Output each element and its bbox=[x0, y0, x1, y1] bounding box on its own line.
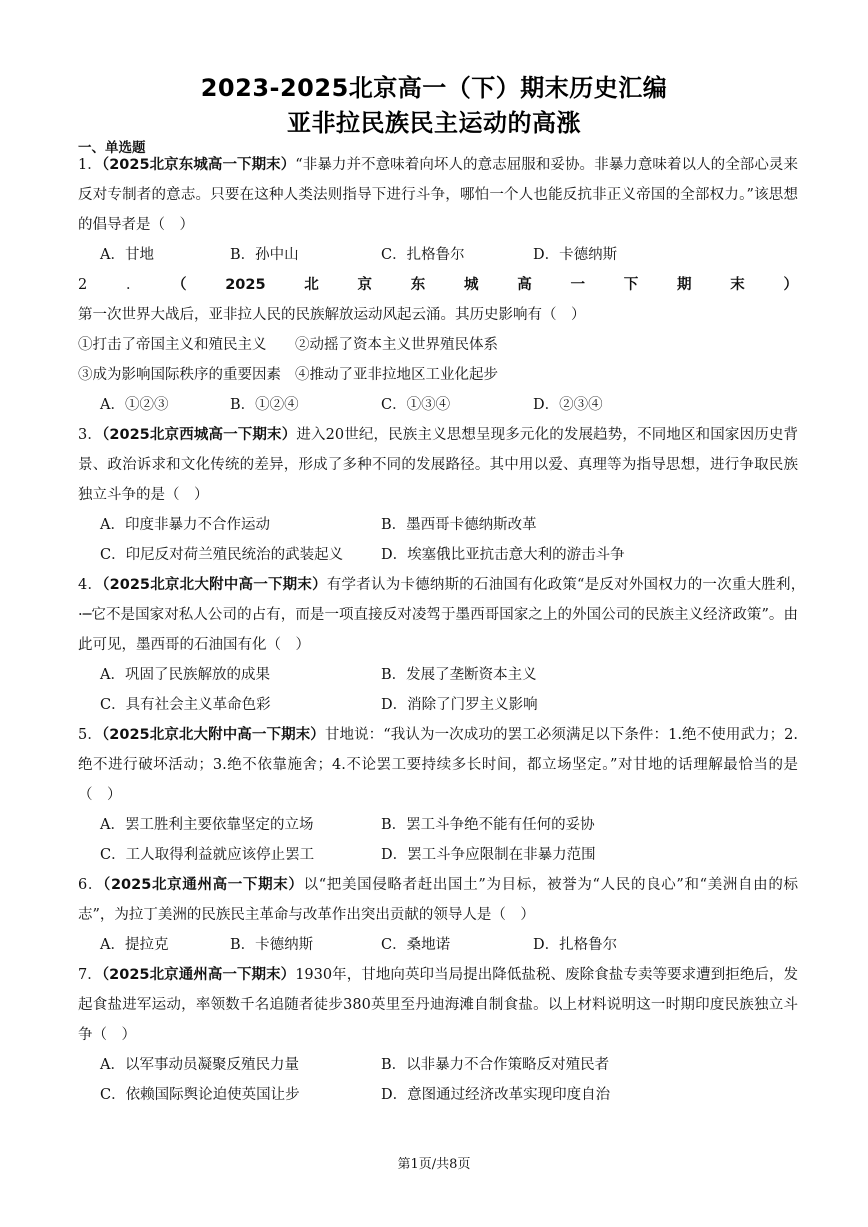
question-1 bbox=[78, 150, 798, 270]
question-2 bbox=[78, 270, 798, 420]
statement-2: ②动摇了资本主义世界殖民体系 bbox=[295, 337, 498, 353]
answer-options-row bbox=[78, 510, 798, 540]
page-number-footer: 第1页/共8页 bbox=[397, 1157, 471, 1172]
option-a[interactable]: A．①②③ bbox=[100, 397, 169, 413]
option-d[interactable]: D．消除了门罗主义影响 bbox=[381, 697, 538, 713]
document-subtitle: 亚非拉民族民主运动的高涨 bbox=[287, 109, 581, 137]
question-source: （2025北京西城高一下期末） bbox=[102, 427, 297, 443]
answer-options-row bbox=[78, 540, 798, 570]
answer-options-row bbox=[78, 660, 798, 690]
option-a[interactable]: A．甘地 bbox=[100, 247, 154, 263]
option-a[interactable]: A．以军事动员凝聚反殖民力量 bbox=[100, 1057, 299, 1073]
question-source: （2025北京东城高一下期末） bbox=[179, 277, 798, 293]
option-c[interactable]: C．工人取得利益就应该停止罢工 bbox=[100, 847, 315, 863]
question-4 bbox=[78, 570, 798, 720]
answer-options bbox=[78, 930, 798, 960]
question-stem: 6．（2025北京通州高一下期末）以“把美国侵略者赶出国土”为目标，被誉为“人民的良心”和“美洲自由的标志”，为拉丁美洲的民族民主革命与改革作出突出贡献的领导人是（ ） bbox=[78, 877, 799, 923]
question-stem: 2．（2025北京东城高一下期末）第一次世界大战后，亚非拉人民的民族解放运动风起云涌。其历史影响有（ ） bbox=[78, 277, 798, 323]
answer-options bbox=[78, 390, 798, 420]
question-source: （2025北京通州高一下期末） bbox=[101, 967, 296, 983]
statement-3: ③成为影响国际秩序的重要因素 bbox=[78, 367, 281, 383]
option-c[interactable]: C．扎格鲁尔 bbox=[381, 247, 465, 263]
answer-options-row bbox=[78, 1080, 798, 1110]
option-c[interactable]: C．①③④ bbox=[381, 397, 451, 413]
question-7 bbox=[78, 960, 798, 1110]
option-a[interactable]: A．印度非暴力不合作运动 bbox=[100, 517, 270, 533]
option-d[interactable]: D．卡德纳斯 bbox=[533, 247, 618, 263]
option-b[interactable]: B．卡德纳斯 bbox=[230, 937, 314, 953]
option-b[interactable]: B．发展了垄断资本主义 bbox=[381, 667, 537, 683]
option-a[interactable]: A．提拉克 bbox=[100, 937, 169, 953]
option-b[interactable]: B．墨西哥卡德纳斯改革 bbox=[381, 517, 537, 533]
option-d[interactable]: D．埃塞俄比亚抗击意大利的游击斗争 bbox=[381, 547, 625, 563]
section-heading: 一、单选题 bbox=[78, 140, 146, 156]
question-stem: 5．（2025北京北大附中高一下期末）甘地说：“我认为一次成功的罢工必须满足以下条件：1.绝不使用武力；2.绝不进行破坏活动；3.绝不依靠施舍；4.不论罢工要持续多长时间，都立场坚定。”对甘地的话理解最恰当的是（ ） bbox=[78, 727, 798, 803]
question-stem: 4．（2025北京北大附中高一下期末）有学者认为卡德纳斯的石油国有化政策“是反对外国权力的一次重大胜利，·─它不是国家对私人公司的占有，而是一项直接反对凌驾于墨西哥国家之上的外国公司的民族主义经济政策”。由此可见，墨西哥的石油国有化（ ） bbox=[78, 577, 798, 653]
question-stem: 7．（2025北京通州高一下期末）1930年，甘地向英印当局提出降低盐税、废除食盐专卖等要求遭到拒绝后，发起食盐进军运动，率领数千名追随者徒步380英里至丹迪海滩自制食盐。以上材料说明这一时期印度民族独立斗争（ ） bbox=[78, 967, 798, 1043]
answer-options bbox=[78, 240, 798, 270]
question-source: （2025北京北大附中高一下期末） bbox=[102, 577, 327, 593]
option-c[interactable]: C．桑地诺 bbox=[381, 937, 451, 953]
question-source: （2025北京东城高一下期末） bbox=[101, 157, 296, 173]
answer-options-row bbox=[78, 810, 798, 840]
option-b[interactable]: B．以非暴力不合作策略反对殖民者 bbox=[381, 1057, 610, 1073]
question-source: （2025北京通州高一下期末） bbox=[103, 877, 304, 893]
question-6 bbox=[78, 870, 798, 960]
question-stem: 3．（2025北京西城高一下期末）进入20世纪，民族主义思想呈现多元化的发展趋势，不同地区和国家因历史背景、政治诉求和文化传统的差异，形成了多种不同的发展路径。其中用以爱、真理等为指导思想，进行争取民族独立斗争的是（ ） bbox=[78, 427, 798, 503]
option-d[interactable]: D．意图通过经济改革实现印度自治 bbox=[381, 1087, 611, 1103]
option-b[interactable]: B．罢工斗争绝不能有任何的妥协 bbox=[381, 817, 595, 833]
option-c[interactable]: C．印尼反对荷兰殖民统治的武装起义 bbox=[100, 547, 344, 563]
option-c[interactable]: C．具有社会主义革命色彩 bbox=[100, 697, 271, 713]
answer-options-row bbox=[78, 690, 798, 720]
question-3 bbox=[78, 420, 798, 570]
question-stem: 1．（2025北京东城高一下期末）“非暴力并不意味着向坏人的意志屈服和妥协。非暴力意味着以人的全部心灵来反对专制者的意志。只要在这种人类法则指导下进行斗争，哪怕一个人也能反抗非正义帝国的全部权力。”该思想的倡导者是（ ） bbox=[78, 157, 798, 233]
answer-options-row bbox=[78, 1050, 798, 1080]
statement-4: ④推动了亚非拉地区工业化起步 bbox=[295, 367, 498, 383]
question-source: （2025北京北大附中高一下期末） bbox=[101, 727, 325, 743]
option-d[interactable]: D．罢工斗争应限制在非暴力范围 bbox=[381, 847, 596, 863]
question-list bbox=[78, 150, 798, 1110]
option-c[interactable]: C．依赖国际舆论迫使英国让步 bbox=[100, 1087, 300, 1103]
option-a[interactable]: A．巩固了民族解放的成果 bbox=[100, 667, 270, 683]
option-b[interactable]: B．孙中山 bbox=[230, 247, 299, 263]
option-a[interactable]: A．罢工胜利主要依靠坚定的立场 bbox=[100, 817, 314, 833]
document-title: 2023-2025北京高一（下）期末历史汇编 bbox=[200, 74, 668, 102]
option-d[interactable]: D．扎格鲁尔 bbox=[533, 937, 618, 953]
answer-options-row bbox=[78, 840, 798, 870]
option-b[interactable]: B．①②④ bbox=[230, 397, 299, 413]
question-5 bbox=[78, 720, 798, 870]
statement-1: ①打击了帝国主义和殖民主义 bbox=[78, 337, 267, 353]
option-d[interactable]: D．②③④ bbox=[533, 397, 603, 413]
statement-row bbox=[78, 360, 798, 390]
statement-row bbox=[78, 330, 798, 360]
